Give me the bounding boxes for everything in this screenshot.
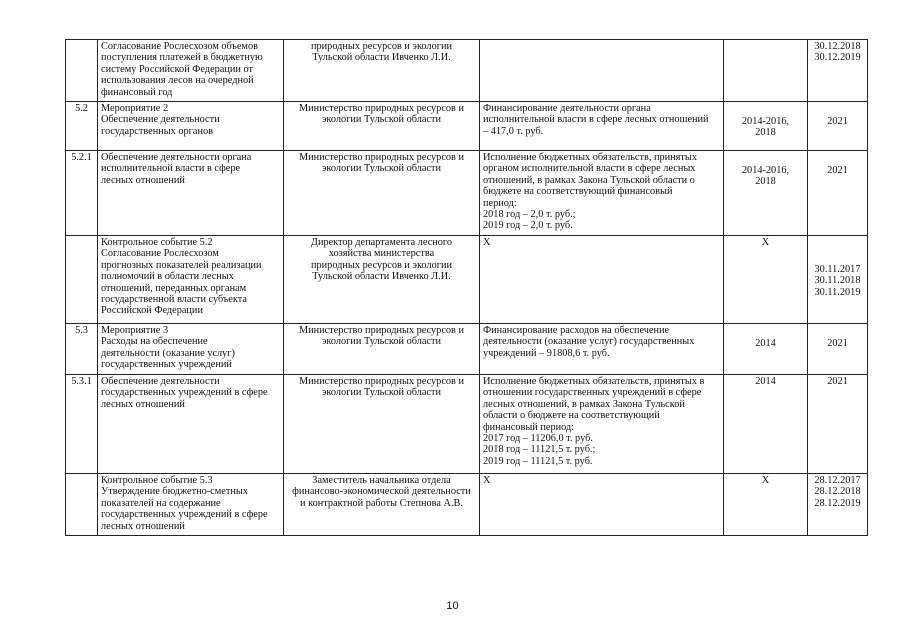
- event-cell: Мероприятие 3 Расходы на обеспечение деятельности (оказание услуг) государственных учреждений: [98, 324, 284, 375]
- start-date-cell: 2014: [724, 375, 808, 474]
- executor-cell: природных ресурсов и экологии Тульской области Ивченко Л.И.: [284, 40, 480, 102]
- start-date-cell: 2014-2016, 2018: [724, 151, 808, 236]
- page-number: 10: [446, 600, 459, 612]
- result-cell: Исполнение бюджетных обязательств, принятых органом исполнительной власти в сфере лесных отношений, в рамках Закона Тульской области о бюджете на соответствующий финансовый период: 2018 год – 2,0 т. руб.; 2019 год – 2,0 т. руб.: [480, 151, 724, 236]
- end-date-cell: 30.12.2018 30.12.2019: [808, 40, 868, 102]
- table-row: [66, 324, 868, 375]
- row-number: [66, 40, 98, 102]
- executor-cell: Министерство природных ресурсов и экологии Тульской области: [284, 151, 480, 236]
- executor-cell: Директор департамента лесного хозяйства министерства природных ресурсов и экологии Тульской области Ивченко Л.И.: [284, 236, 480, 324]
- result-cell: Исполнение бюджетных обязательств, принятых в отношении государственных учреждений в сфере лесных отношений, в рамках Закона Тульской области о бюджете на соответствующий финансовый период: 2017 год – 11206,0 т. руб. 2018 год – 11121,5 т. руб.; 2019 год – 11121,5 т. руб.: [480, 375, 724, 474]
- start-date-cell: Х: [724, 236, 808, 324]
- executor-cell: Министерство природных ресурсов и экологии Тульской области: [284, 102, 480, 151]
- event-cell: Контрольное событие 5.3 Утверждение бюджетно-сметных показателей на содержание государственных учреждений в сфере лесных отношений: [98, 474, 284, 536]
- table-row: [66, 474, 868, 536]
- event-cell: Обеспечение деятельности государственных учреждений в сфере лесных отношений: [98, 375, 284, 474]
- result-cell: Х: [480, 474, 724, 536]
- result-cell: Финансирование деятельности органа исполнительной власти в сфере лесных отношений – 417,0 т. руб.: [480, 102, 724, 151]
- end-date-cell: 30.11.2017 30.11.2018 30.11.2019: [808, 236, 868, 324]
- table-row: [66, 40, 868, 102]
- plan-table: [65, 39, 868, 536]
- table-row: [66, 375, 868, 474]
- table-row: [66, 236, 868, 324]
- event-cell: Обеспечение деятельности органа исполнительной власти в сфере лесных отношений: [98, 151, 284, 236]
- event-cell: Согласование Рослесхозом объемов поступления платежей в бюджетную систему Российской Федерации от использования лесов на очередной финансовый год: [98, 40, 284, 102]
- executor-cell: Министерство природных ресурсов и экологии Тульской области: [284, 375, 480, 474]
- end-date-cell: 28.12.2017 28.12.2018 28.12.2019: [808, 474, 868, 536]
- end-date-cell: 2021: [808, 151, 868, 236]
- row-number: 5.2: [66, 102, 98, 151]
- row-number: [66, 236, 98, 324]
- end-date-cell: 2021: [808, 324, 868, 375]
- start-date-cell: 2014: [724, 324, 808, 375]
- event-cell: Мероприятие 2 Обеспечение деятельности государственных органов: [98, 102, 284, 151]
- executor-cell: Министерство природных ресурсов и экологии Тульской области: [284, 324, 480, 375]
- start-date-cell: Х: [724, 474, 808, 536]
- result-cell: Финансирование расходов на обеспечение деятельности (оказание услуг) государственных учреждений – 91808,6 т. руб.: [480, 324, 724, 375]
- row-number: [66, 474, 98, 536]
- result-cell: [480, 40, 724, 102]
- end-date-cell: 2021: [808, 375, 868, 474]
- row-number: 5.3.1: [66, 375, 98, 474]
- row-number: 5.3: [66, 324, 98, 375]
- end-date-cell: 2021: [808, 102, 868, 151]
- result-cell: Х: [480, 236, 724, 324]
- event-cell: Контрольное событие 5.2 Согласование Рослесхозом прогнозных показателей реализации полномочий в области лесных отношений, переданных органам государственной власти субъекта Российской Федерации: [98, 236, 284, 324]
- table-row: [66, 151, 868, 236]
- table-row: [66, 102, 868, 151]
- executor-cell: Заместитель начальника отдела финансово-экономической деятельности и контрактной работы Степнова А.В.: [284, 474, 480, 536]
- start-date-cell: 2014-2016, 2018: [724, 102, 808, 151]
- start-date-cell: [724, 40, 808, 102]
- row-number: 5.2.1: [66, 151, 98, 236]
